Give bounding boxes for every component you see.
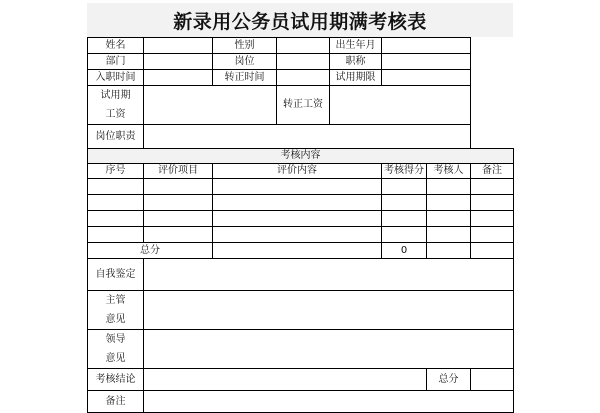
info-row-2 bbox=[88, 54, 514, 70]
row-remark-cell[interactable] bbox=[471, 227, 514, 243]
assessment-form-table bbox=[87, 37, 514, 413]
regular-date-value[interactable] bbox=[277, 70, 330, 86]
col-header-content: 评价内容 bbox=[213, 164, 382, 179]
row-assessor-cell[interactable] bbox=[427, 195, 471, 211]
row-assessor-cell[interactable] bbox=[427, 179, 471, 195]
supervisor-label-line1: 主管 bbox=[105, 295, 126, 306]
row-content-cell[interactable] bbox=[213, 227, 382, 243]
row-score-cell[interactable] bbox=[382, 195, 427, 211]
row-score-cell[interactable] bbox=[382, 179, 427, 195]
info-row-5 bbox=[88, 125, 514, 149]
remark-row bbox=[88, 391, 514, 413]
self-eval-value[interactable] bbox=[144, 259, 514, 291]
assessment-section-title: 考核内容 bbox=[88, 149, 514, 164]
remark-value[interactable] bbox=[144, 391, 514, 413]
row-remark-cell[interactable] bbox=[471, 195, 514, 211]
info-row-1 bbox=[88, 38, 514, 54]
assessment-total-row bbox=[88, 243, 514, 259]
col-header-item: 评价项目 bbox=[144, 164, 213, 179]
table-row bbox=[88, 195, 514, 211]
name-label: 姓名 bbox=[88, 38, 144, 54]
col-header-remark: 备注 bbox=[471, 164, 514, 179]
supervisor-opinion-value[interactable] bbox=[144, 291, 514, 330]
row-index-cell[interactable] bbox=[88, 179, 144, 195]
assessment-column-header-row bbox=[88, 164, 514, 179]
post-label: 岗位 bbox=[213, 54, 277, 70]
regular-date-label: 转正时间 bbox=[213, 70, 277, 86]
probation-wage-label-line2: 工资 bbox=[105, 109, 126, 120]
duty-label: 岗位职责 bbox=[88, 125, 144, 149]
form-title-bar bbox=[87, 3, 513, 37]
footer-total-label: 总分 bbox=[427, 369, 471, 391]
col-header-assessor: 考核人 bbox=[427, 164, 471, 179]
birth-value[interactable] bbox=[382, 38, 471, 54]
row-remark-cell[interactable] bbox=[471, 211, 514, 227]
row-assessor-cell[interactable] bbox=[427, 211, 471, 227]
assessment-total-score: 0 bbox=[382, 243, 427, 259]
col-header-score: 考核得分 bbox=[382, 164, 427, 179]
row-score-cell[interactable] bbox=[382, 227, 427, 243]
info-row-4 bbox=[88, 86, 514, 125]
rank-label: 职称 bbox=[330, 54, 382, 70]
row-index-cell[interactable] bbox=[88, 227, 144, 243]
probation-wage-label bbox=[88, 86, 144, 125]
leader-label-line2: 意见 bbox=[105, 353, 126, 364]
row-remark-cell[interactable] bbox=[471, 179, 514, 195]
duty-value[interactable] bbox=[144, 125, 471, 149]
row-index-cell[interactable] bbox=[88, 211, 144, 227]
conclusion-row bbox=[88, 369, 514, 391]
conclusion-value[interactable] bbox=[144, 369, 427, 391]
leader-row bbox=[88, 330, 514, 369]
assessment-total-label: 总分 bbox=[88, 243, 213, 259]
assessment-total-blank bbox=[213, 243, 382, 259]
join-date-value[interactable] bbox=[144, 70, 213, 86]
footer-total-value[interactable] bbox=[471, 369, 514, 391]
dept-value[interactable] bbox=[144, 54, 213, 70]
row-content-cell[interactable] bbox=[213, 195, 382, 211]
assessment-total-assessor[interactable] bbox=[427, 243, 471, 259]
supervisor-row bbox=[88, 291, 514, 330]
table-row bbox=[88, 179, 514, 195]
assessment-total-remark[interactable] bbox=[471, 243, 514, 259]
row-item-cell[interactable] bbox=[144, 227, 213, 243]
leader-opinion-value[interactable] bbox=[144, 330, 514, 369]
rank-value[interactable] bbox=[382, 54, 471, 70]
dept-label: 部门 bbox=[88, 54, 144, 70]
supervisor-label bbox=[88, 291, 144, 330]
name-value[interactable] bbox=[144, 38, 213, 54]
gender-label: 性别 bbox=[213, 38, 277, 54]
conclusion-label: 考核结论 bbox=[88, 369, 144, 391]
self-eval-row bbox=[88, 259, 514, 291]
col-header-index: 序号 bbox=[88, 164, 144, 179]
row-index-cell[interactable] bbox=[88, 195, 144, 211]
leader-label bbox=[88, 330, 144, 369]
post-value[interactable] bbox=[277, 54, 330, 70]
probation-period-label: 试用期限 bbox=[330, 70, 382, 86]
row-content-cell[interactable] bbox=[213, 211, 382, 227]
row-assessor-cell[interactable] bbox=[427, 227, 471, 243]
join-date-label: 入职时间 bbox=[88, 70, 144, 86]
self-eval-label: 自我鉴定 bbox=[88, 259, 144, 291]
form-title: 新录用公务员试用期满考核表 bbox=[173, 10, 427, 33]
info-row-3 bbox=[88, 70, 514, 86]
assessment-section-header-row bbox=[88, 149, 514, 164]
probation-wage-value[interactable] bbox=[144, 86, 277, 125]
probation-period-value[interactable] bbox=[382, 70, 471, 86]
remark-label: 备注 bbox=[88, 391, 144, 413]
row-content-cell[interactable] bbox=[213, 179, 382, 195]
regular-wage-value[interactable] bbox=[330, 86, 471, 125]
leader-label-line1: 领导 bbox=[105, 334, 126, 345]
table-row bbox=[88, 211, 514, 227]
row-score-cell[interactable] bbox=[382, 211, 427, 227]
regular-wage-label: 转正工资 bbox=[277, 86, 330, 125]
row-item-cell[interactable] bbox=[144, 179, 213, 195]
probation-wage-label-line1: 试用期 bbox=[100, 90, 131, 101]
supervisor-label-line2: 意见 bbox=[105, 314, 126, 325]
row-item-cell[interactable] bbox=[144, 195, 213, 211]
row-item-cell[interactable] bbox=[144, 211, 213, 227]
birth-label: 出生年月 bbox=[330, 38, 382, 54]
table-row bbox=[88, 227, 514, 243]
right-blank-area bbox=[471, 38, 514, 149]
gender-value[interactable] bbox=[277, 38, 330, 54]
